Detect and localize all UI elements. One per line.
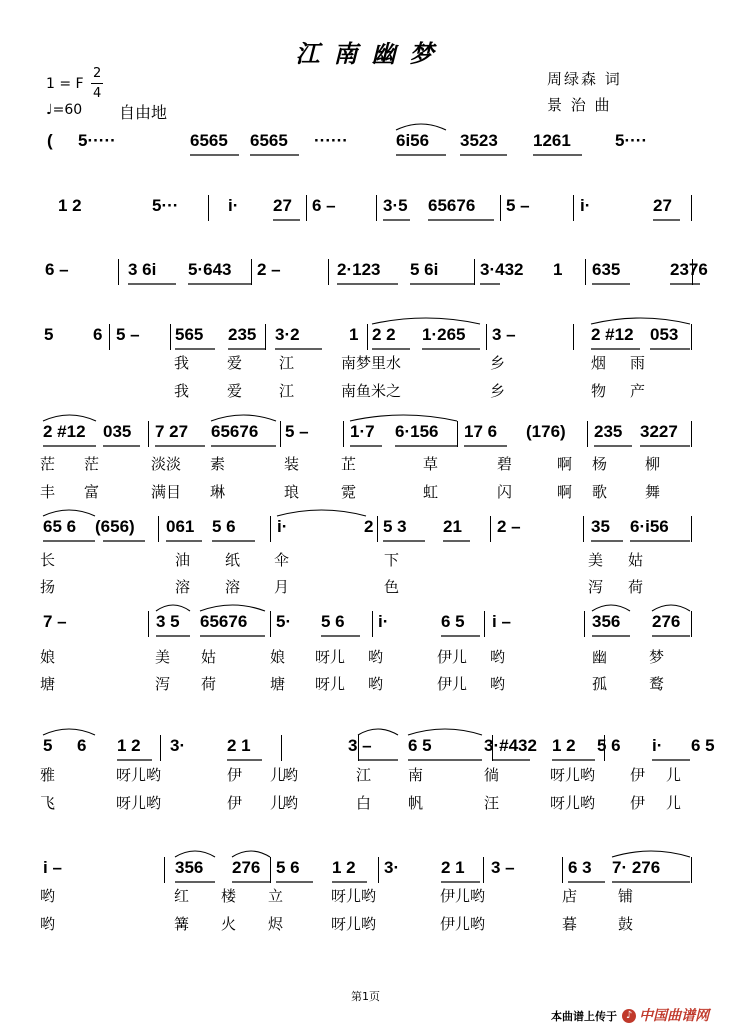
lyric-syllable: 汪	[484, 794, 500, 812]
barline	[265, 324, 266, 350]
lyric-syllable: 草	[423, 455, 439, 473]
lyric-syllable: 舞	[645, 483, 661, 501]
lyric-syllable: 柳	[645, 455, 661, 473]
note-group: 5·····	[78, 131, 116, 150]
barline	[170, 324, 171, 350]
note-group: (	[47, 131, 53, 150]
footer-upload-note	[551, 1005, 709, 1025]
lyric-syllable: 霓	[341, 483, 357, 501]
lyric-syllable: 篝	[174, 915, 190, 933]
site-logo[interactable]	[622, 1008, 709, 1024]
barline	[490, 516, 491, 542]
lyric-syllable: 雨	[630, 354, 646, 372]
lyric-syllable: 楼	[221, 887, 237, 905]
lyric-syllable: 娘	[270, 648, 286, 666]
note-group: 3·	[384, 858, 400, 877]
lyric-syllable: 我	[174, 354, 190, 372]
barline	[691, 324, 692, 350]
note-group: 5·643	[188, 260, 232, 279]
note-group: 235	[594, 422, 623, 441]
lyric-syllable: 伊儿	[437, 648, 468, 666]
barline	[483, 857, 484, 883]
lyric-syllable: 乡	[490, 382, 506, 400]
note-group: i·	[378, 612, 389, 631]
lyrics-verse-1	[0, 454, 743, 476]
lyric-syllable: 南梦里水	[341, 354, 402, 372]
lyric-syllable: 色	[384, 578, 400, 596]
note-group: (176)	[526, 422, 566, 441]
barline	[148, 611, 149, 637]
lyric-syllable: 呀儿	[315, 675, 346, 693]
note-group: 21	[443, 517, 462, 536]
lyric-syllable: 梦	[649, 648, 665, 666]
lyric-syllable: 呀儿哟	[116, 794, 162, 812]
music-system-9	[0, 855, 743, 885]
note-group: 2 2	[372, 325, 396, 344]
note-group: 2 1	[227, 736, 251, 755]
note-group: 27	[653, 196, 672, 215]
lyrics-verse-2	[0, 577, 743, 599]
note-group: 053	[650, 325, 679, 344]
lyrics-verse-2	[0, 381, 743, 403]
lyric-syllable: 伊	[630, 766, 646, 784]
lyrics-verse-1	[0, 353, 743, 375]
barline	[604, 735, 605, 761]
note-group: 5 –	[506, 196, 530, 215]
note-group: 65 6	[43, 517, 77, 536]
barline	[367, 324, 368, 350]
music-system-2	[0, 193, 743, 223]
lyric-syllable: 爱	[227, 354, 243, 372]
lyric-syllable: 哟	[283, 766, 299, 784]
note-group: 3·432	[480, 260, 524, 279]
lyric-syllable: 呀儿	[315, 648, 346, 666]
note-group: 276	[232, 858, 261, 877]
lyric-syllable: 茫	[84, 455, 100, 473]
note-group: 1·265	[422, 325, 466, 344]
lyric-syllable: 乡	[490, 354, 506, 372]
barline	[492, 735, 493, 761]
music-system-6	[0, 514, 743, 544]
expression-marking: 自由地	[119, 103, 168, 122]
note-group: 5 3	[383, 517, 407, 536]
note-group: 5 6	[276, 858, 300, 877]
note-group: 3·#432	[484, 736, 537, 755]
note-group: ······	[314, 131, 348, 150]
barline	[486, 324, 487, 350]
note-group: i·	[277, 517, 288, 536]
barline	[573, 195, 574, 221]
lyrics-verse-2	[0, 793, 743, 815]
lyric-syllable: 碧	[497, 455, 513, 473]
lyric-syllable: 哟	[368, 648, 384, 666]
lyric-syllable: 装	[284, 455, 300, 473]
lyric-syllable: 油	[175, 551, 191, 569]
lyric-syllable: 塘	[40, 675, 56, 693]
lyric-syllable: 飞	[40, 794, 56, 812]
note-group: i –	[492, 612, 511, 631]
barline	[160, 735, 161, 761]
barline	[457, 421, 458, 447]
page-number: 第1页	[351, 990, 380, 1003]
lyric-syllable: 我	[174, 382, 190, 400]
note-group: 6 –	[45, 260, 69, 279]
barline	[158, 516, 159, 542]
upload-text: 本曲谱上传于	[551, 1010, 617, 1023]
barline	[358, 735, 359, 761]
song-title: 江南幽梦	[295, 39, 448, 68]
lyric-syllable: 闪	[497, 483, 513, 501]
note-group: 27	[273, 196, 292, 215]
note-group: 5 6i	[410, 260, 439, 279]
lyric-syllable: 荷	[628, 578, 644, 596]
time-signature-top: 2	[93, 66, 102, 81]
lyric-syllable: 啊	[557, 483, 573, 501]
lyric-syllable: 雅	[40, 766, 56, 784]
note-group: i·	[652, 736, 663, 755]
note-group: 65676	[428, 196, 476, 215]
note-group: 3227	[640, 422, 678, 441]
barline	[691, 516, 692, 542]
note-group: 2 –	[257, 260, 281, 279]
note-group: 235	[228, 325, 257, 344]
barline	[164, 857, 165, 883]
barline	[484, 611, 485, 637]
lyric-syllable: 啊	[557, 455, 573, 473]
note-group: 6·i56	[630, 517, 669, 536]
lyric-syllable: 伊	[630, 794, 646, 812]
lyric-syllable: 荷	[201, 675, 217, 693]
note-group: 276	[652, 612, 681, 631]
barline	[328, 259, 329, 285]
lyric-syllable: 富	[84, 483, 100, 501]
barline	[270, 611, 271, 637]
barline	[587, 421, 588, 447]
lyric-syllable: 呀儿哟	[116, 766, 162, 784]
note-group: 6	[93, 325, 103, 344]
lyric-syllable: 南鱼米之	[341, 382, 402, 400]
barline	[500, 195, 501, 221]
composer-credit: 景 治 曲	[547, 96, 612, 114]
note-group: 35	[591, 517, 610, 536]
note-group: 5·	[276, 612, 292, 631]
lyric-syllable: 铺	[618, 887, 634, 905]
note-group: 1	[553, 260, 563, 279]
music-system-7	[0, 609, 743, 639]
lyrics-verse-2	[0, 674, 743, 696]
lyric-syllable: 产	[630, 382, 646, 400]
barline	[343, 421, 344, 447]
lyric-syllable: 鹜	[649, 675, 665, 693]
lyric-syllable: 溶	[225, 578, 241, 596]
lyrics-verse-1	[0, 765, 743, 787]
barline	[270, 516, 271, 542]
barline	[583, 516, 584, 542]
lyric-syllable: 江	[279, 382, 295, 400]
lyric-syllable: 长	[40, 551, 56, 569]
note-group: 3 –	[491, 858, 515, 877]
note-group: (656)	[95, 517, 135, 536]
lyric-syllable: 纸	[225, 551, 241, 569]
lyric-syllable: 江	[356, 766, 372, 784]
barline	[306, 195, 307, 221]
lyrics-verse-2	[0, 482, 743, 504]
barline	[251, 259, 252, 285]
note-group: 3 –	[492, 325, 516, 344]
note-group: 5 –	[285, 422, 309, 441]
note-group: 3·5	[383, 196, 408, 215]
lyric-syllable: 哟	[490, 675, 506, 693]
lyric-syllable: 泻	[155, 675, 171, 693]
lyric-syllable: 美	[588, 551, 604, 569]
note-group: 6 5	[691, 736, 715, 755]
lyrics-verse-2	[0, 914, 743, 936]
note-group: 2·123	[337, 260, 381, 279]
lyric-syllable: 塘	[270, 675, 286, 693]
lyric-syllable: 溶	[175, 578, 191, 596]
note-group: 1	[349, 325, 359, 344]
note-group: 1·7	[350, 422, 375, 441]
lyric-syllable: 火	[221, 915, 237, 933]
note-group: 3 6i	[128, 260, 157, 279]
barline	[584, 611, 585, 637]
barline	[562, 857, 563, 883]
note-group: 6 3	[568, 858, 592, 877]
barline	[585, 259, 586, 285]
note-group: 2 #12	[43, 422, 86, 441]
note-group: 6 5	[408, 736, 432, 755]
note-group: 7 27	[155, 422, 189, 441]
note-group: 6565	[250, 131, 288, 150]
lyric-syllable: 素	[210, 455, 226, 473]
barline	[270, 857, 271, 883]
lyric-syllable: 美	[155, 648, 171, 666]
note-group: 6 5	[441, 612, 465, 631]
note-group: 1 2	[332, 858, 356, 877]
music-system-1	[0, 128, 743, 158]
tempo-marking: ♩=60	[46, 102, 83, 118]
note-group: 6·156	[395, 422, 439, 441]
note-group: 2 #12	[591, 325, 634, 344]
lyric-syllable: 下	[384, 551, 400, 569]
lyric-syllable: 呀儿哟	[331, 915, 377, 933]
barline	[208, 195, 209, 221]
lyric-syllable: 烬	[268, 915, 284, 933]
lyric-syllable: 鼓	[618, 915, 634, 933]
note-group: 5 6	[212, 517, 236, 536]
note-group: 5 6	[597, 736, 621, 755]
barline	[281, 735, 282, 761]
lyric-syllable: 哟	[490, 648, 506, 666]
barline	[573, 324, 574, 350]
lyric-syllable: 儿	[270, 794, 286, 812]
lyric-syllable: 红	[174, 887, 190, 905]
note-group: 6	[77, 736, 87, 755]
note-group: 1261	[533, 131, 571, 150]
note-group: i·	[580, 196, 591, 215]
lyric-syllable: 幽	[592, 648, 608, 666]
lyric-syllable: 暮	[562, 915, 578, 933]
lyric-syllable: 儿	[270, 766, 286, 784]
lyric-syllable: 月	[274, 578, 290, 596]
note-group: 7 –	[43, 612, 67, 631]
lyric-syllable: 茫	[40, 455, 56, 473]
lyrics-verse-1	[0, 550, 743, 572]
note-group: 6i56	[396, 131, 430, 150]
barline	[376, 195, 377, 221]
lyric-syllable: 芷	[341, 455, 357, 473]
lyric-syllable: 姑	[628, 551, 644, 569]
note-group: 035	[103, 422, 132, 441]
lyric-syllable: 杨	[592, 455, 608, 473]
note-group: 2 1	[441, 858, 465, 877]
note-group: 3523	[460, 131, 498, 150]
note-group: 061	[166, 517, 195, 536]
lyric-syllable: 娘	[40, 648, 56, 666]
barline	[691, 611, 692, 637]
note-group: 65676	[211, 422, 259, 441]
note-group: i –	[43, 858, 62, 877]
music-system-4	[0, 322, 743, 352]
lyric-syllable: 儿	[666, 766, 682, 784]
note-group: 5····	[615, 131, 648, 150]
note-group: 3·2	[275, 325, 300, 344]
note-group: 65676	[200, 612, 248, 631]
barline	[691, 857, 692, 883]
music-system-3	[0, 257, 743, 287]
note-group: 6 –	[312, 196, 336, 215]
note-group: 17 6	[464, 422, 498, 441]
lyric-syllable: 淡淡	[151, 455, 182, 473]
lyric-syllable: 烟	[591, 354, 607, 372]
lyric-syllable: 丰	[40, 483, 56, 501]
lyric-syllable: 虹	[423, 483, 439, 501]
barline	[692, 259, 693, 285]
note-group: 5 –	[116, 325, 140, 344]
lyric-syllable: 伊	[227, 766, 243, 784]
lyric-syllable: 哟	[283, 794, 299, 812]
lyric-syllable: 琳	[210, 483, 226, 501]
lyric-syllable: 立	[268, 887, 284, 905]
lyric-syllable: 孤	[592, 675, 608, 693]
lyric-syllable: 物	[591, 382, 607, 400]
lyric-syllable: 江	[279, 354, 295, 372]
note-group: 2376	[670, 260, 708, 279]
lyric-syllable: 南	[408, 766, 424, 784]
barline	[118, 259, 119, 285]
lyric-syllable: 泻	[588, 578, 604, 596]
lyric-syllable: 伊儿哟	[440, 887, 486, 905]
note-group: 635	[592, 260, 621, 279]
lyric-syllable: 扬	[40, 578, 56, 596]
lyric-syllable: 伞	[274, 551, 290, 569]
note-group: 356	[175, 858, 204, 877]
note-group: 1 2	[58, 196, 82, 215]
note-group: 1 2	[117, 736, 141, 755]
barline	[378, 857, 379, 883]
note-group: 5···	[152, 196, 179, 215]
note-group: 5	[43, 736, 53, 755]
time-signature-bottom: 4	[93, 86, 102, 101]
lyric-syllable: 满目	[151, 483, 182, 501]
lyric-syllable: 呀儿哟	[550, 766, 596, 784]
lyric-syllable: 帆	[408, 794, 424, 812]
lyric-syllable: 哟	[40, 915, 56, 933]
lyric-syllable: 哟	[368, 675, 384, 693]
barline	[474, 259, 475, 285]
lyrics-verse-1	[0, 886, 743, 908]
barline	[109, 324, 110, 350]
barline	[148, 421, 149, 447]
note-group: i·	[228, 196, 239, 215]
barline	[377, 516, 378, 542]
barline	[372, 611, 373, 637]
lyric-syllable: 店	[562, 887, 578, 905]
note-group: 6565	[190, 131, 228, 150]
note-group: 2 –	[497, 517, 521, 536]
note-group: 2	[364, 517, 374, 536]
note-group: 5	[44, 325, 54, 344]
lyric-syllable: 呀儿哟	[550, 794, 596, 812]
barline	[280, 421, 281, 447]
lyric-syllable: 伊儿	[437, 675, 468, 693]
time-signature-divider	[91, 83, 103, 84]
note-group: 3 –	[348, 736, 372, 755]
music-system-8	[0, 733, 743, 763]
lyric-syllable: 哟	[40, 887, 56, 905]
lyricist-credit: 周绿森 词	[547, 70, 622, 88]
lyrics-verse-1	[0, 647, 743, 669]
note-group: 5 6	[321, 612, 345, 631]
note-group: 7· 276	[612, 858, 661, 877]
logo-text: 中国曲谱网	[639, 1008, 710, 1024]
logo-icon: ♪	[622, 1009, 636, 1023]
lyric-syllable: 爱	[227, 382, 243, 400]
lyric-syllable: 歌	[592, 483, 608, 501]
lyric-syllable: 徜	[484, 766, 500, 784]
note-group: 565	[175, 325, 204, 344]
lyric-syllable: 伊	[227, 794, 243, 812]
note-group: 1 2	[552, 736, 576, 755]
barline	[691, 421, 692, 447]
music-system-5	[0, 419, 743, 449]
lyric-syllable: 呀儿哟	[331, 887, 377, 905]
lyric-syllable: 姑	[201, 648, 217, 666]
note-group: 356	[592, 612, 621, 631]
barline	[691, 195, 692, 221]
lyric-syllable: 白	[356, 794, 372, 812]
lyric-syllable: 儿	[666, 794, 682, 812]
note-group: 3·	[170, 736, 186, 755]
lyric-syllable: 伊儿哟	[440, 915, 486, 933]
key-signature: 1 = F	[46, 76, 84, 92]
lyric-syllable: 琅	[284, 483, 300, 501]
note-group: 3 5	[156, 612, 180, 631]
